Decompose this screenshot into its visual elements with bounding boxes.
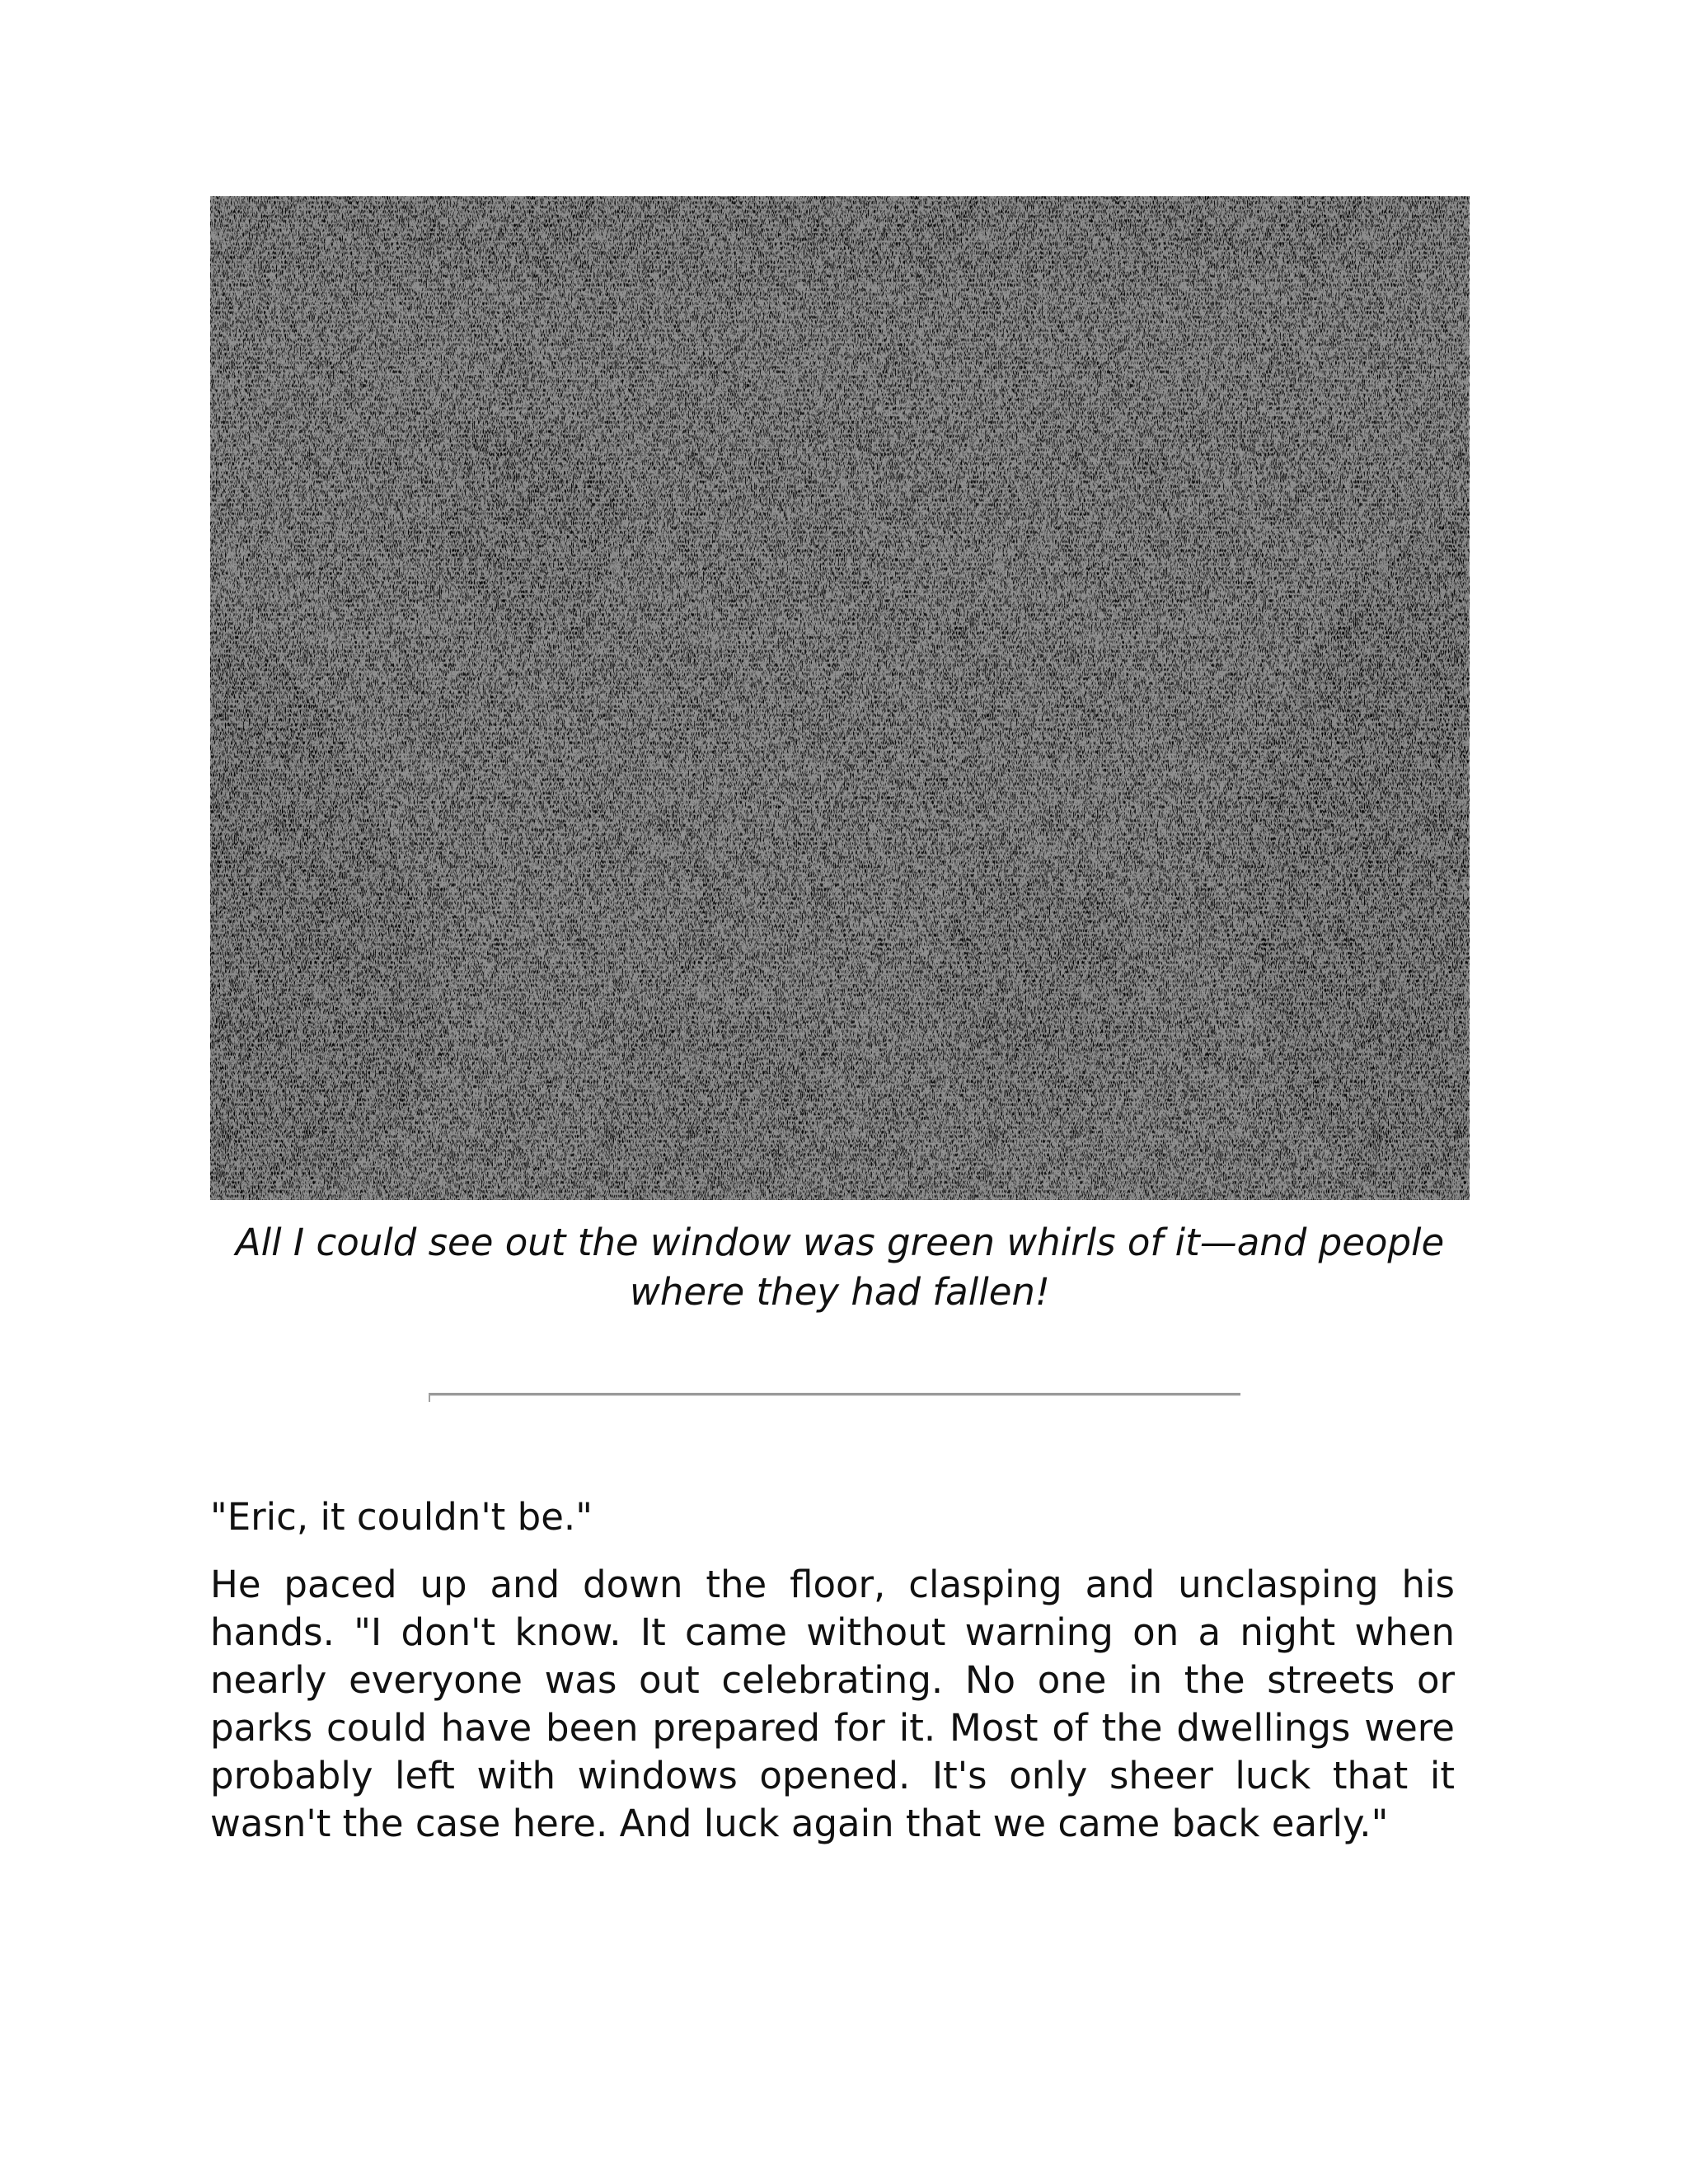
paragraph-2: He paced up and down the floor, clasping and unclasping his hands. "I don't know. It came without warning on a night when nearly everyone was out celebrating. No one in the streets or parks could have been prepared for it. Most of the dwellings were probably left with windows opened. It's only sheer luck that it wasn't the case here. And luck again that we came back early."	[210, 1563, 1455, 1845]
illustration-image	[210, 196, 1470, 1200]
section-divider	[429, 1393, 1240, 1395]
illustration-caption: All I could see out the window was green whirls of it—and people where they had fallen!	[235, 1221, 1445, 1314]
paragraph-1: "Eric, it couldn't be."	[210, 1495, 593, 1539]
